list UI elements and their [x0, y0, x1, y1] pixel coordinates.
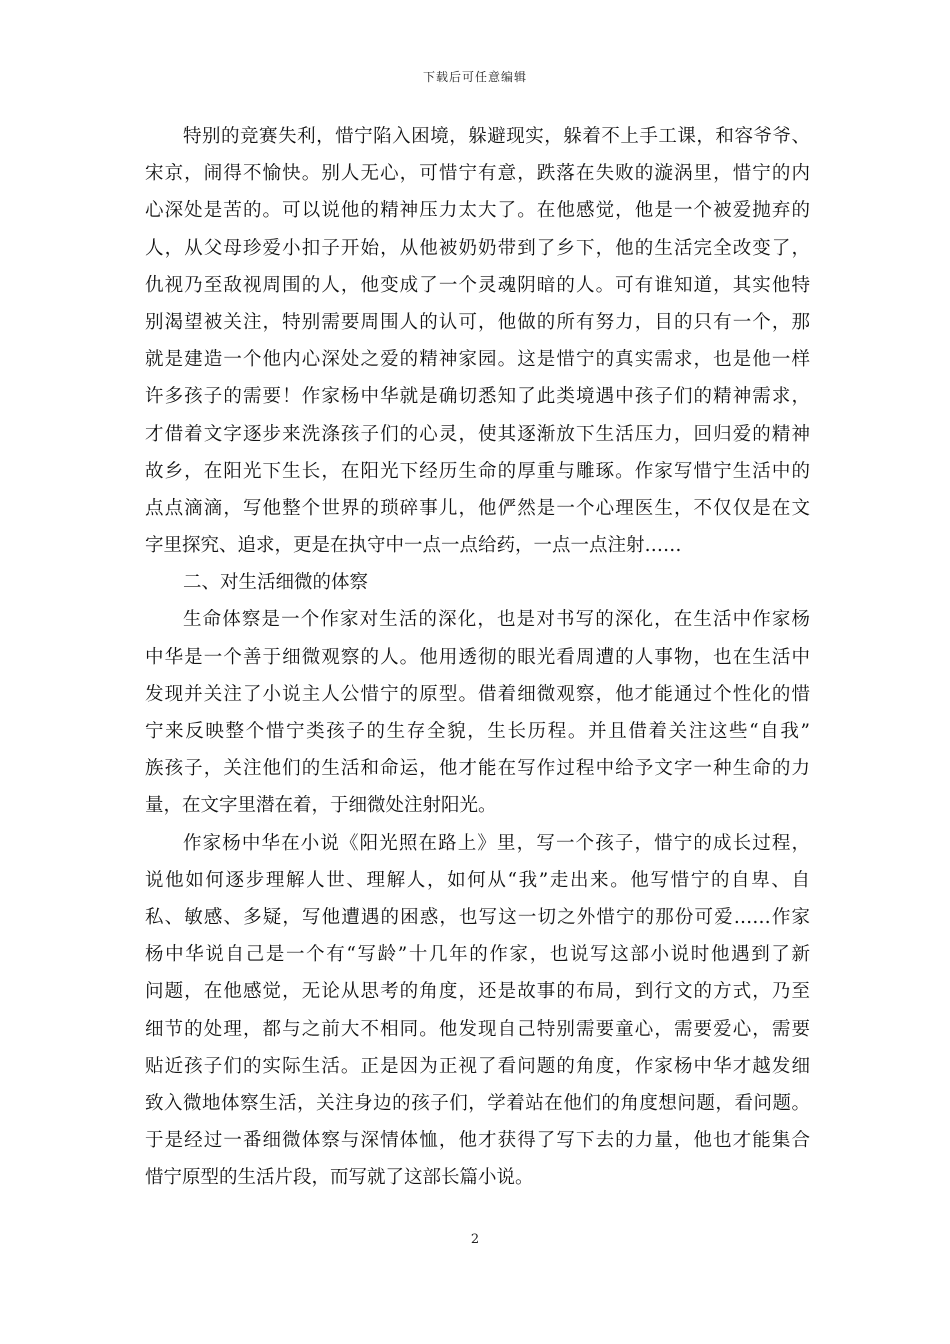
text-line: 字里探究、追求，更是在执守中一点一点给药，一点一点注射…… — [145, 535, 682, 557]
text-line: 细节的处理，都与之前大不相同。他发现自己特别需要童心，需要爱心，需要 — [145, 1018, 810, 1040]
section-heading — [145, 564, 810, 601]
section-heading-text: 二、对生活细微的体察 — [183, 572, 369, 594]
text-line: 人，从父母珍爱小扣子开始，从他被奶奶带到了乡下，他的生活完全改变了， — [145, 237, 810, 259]
text-line: 故乡，在阳光下生长，在阳光下经历生命的厚重与雕琢。作家写惜宁生活中的 — [145, 460, 810, 482]
text-line: 惜宁原型的生活片段，而写就了这部长篇小说。 — [145, 1167, 534, 1189]
text-line: 特别的竞赛失利，惜宁陷入困境，躲避现实，躲着不上手工课，和容爷爷、 — [183, 126, 810, 147]
paragraph-1 — [145, 118, 810, 564]
text-line: 许多孩子的需要！作家杨中华就是确切悉知了此类境遇中孩子们的精神需求， — [145, 386, 810, 408]
paragraph-3 — [145, 825, 810, 1197]
paragraph-2 — [145, 601, 810, 824]
text-line: 才借着文字逐步来洗涤孩子们的心灵，使其逐渐放下生活压力，回归爱的精神 — [145, 423, 810, 445]
text-line: 贴近孩子们的实际生活。正是因为正视了看问题的角度，作家杨中华才越发细 — [145, 1055, 810, 1077]
text-line: 宋京，闹得不愉快。别人无心，可惜宁有意，跌落在失败的漩涡里，惜宁的内 — [145, 163, 810, 185]
text-line: 私、敏感、多疑，写他遭遇的困惑，也写这一切之外惜宁的那份可爱……作家 — [145, 906, 810, 928]
text-line: 宁来反映整个惜宁类孩子的生存全貌，生长历程。并且借着关注这些“自我” — [145, 721, 810, 742]
page-header: 下载后可任意编辑 — [422, 70, 527, 84]
text-line: 量，在文字里潜在着，于细微处注射阳光。 — [145, 795, 497, 817]
text-line: 发现并关注了小说主人公惜宁的原型。借着细微观察，他才能通过个性化的惜 — [145, 683, 810, 705]
text-line: 说他如何逐步理解人世、理解人，如何从“我”走出来。他写惜宁的自卑、自 — [145, 869, 810, 891]
text-line: 致入微地体察生活，关注身边的孩子们，学着站在他们的角度想问题，看问题。 — [145, 1092, 810, 1114]
text-line: 杨中华说自己是一个有“写龄”十几年的作家，也说写这部小说时他遇到了新 — [145, 944, 810, 966]
text-line: 中华是一个善于细微观察的人。他用透彻的眼光看周遭的人事物，也在生活中 — [145, 646, 810, 668]
text-line: 作家杨中华在小说《阳光照在路上》里，写一个孩子，惜宁的成长过程， — [183, 832, 810, 854]
text-line: 仇视乃至敌视周围的人，他变成了一个灵魂阴暗的人。可有谁知道，其实他特 — [145, 274, 810, 296]
text-line: 于是经过一番细微体察与深情体恤，他才获得了写下去的力量，他也才能集合 — [145, 1130, 810, 1152]
page-number: 2 — [470, 1232, 480, 1247]
text-line: 族孩子，关注他们的生活和命运，他才能在写作过程中给予文字一种生命的力 — [145, 758, 810, 780]
text-line: 就是建造一个他内心深处之爱的精神家园。这是惜宁的真实需求，也是他一样 — [145, 349, 810, 371]
text-line: 生命体察是一个作家对生活的深化，也是对书写的深化，在生活中作家杨 — [183, 609, 810, 631]
document-body — [145, 118, 810, 1196]
text-line: 心深处是苦的。可以说他的精神压力太大了。在他感觉，他是一个被爱抛弃的 — [145, 200, 810, 222]
text-line: 问题，在他感觉，无论从思考的角度，还是故事的布局，到行文的方式，乃至 — [145, 981, 810, 1003]
text-line: 别渴望被关注，特别需要周围人的认可，他做的所有努力，目的只有一个，那 — [145, 311, 810, 333]
text-line: 点点滴滴，写他整个世界的琐碎事儿，他俨然是一个心理医生，不仅仅是在文 — [145, 497, 810, 519]
